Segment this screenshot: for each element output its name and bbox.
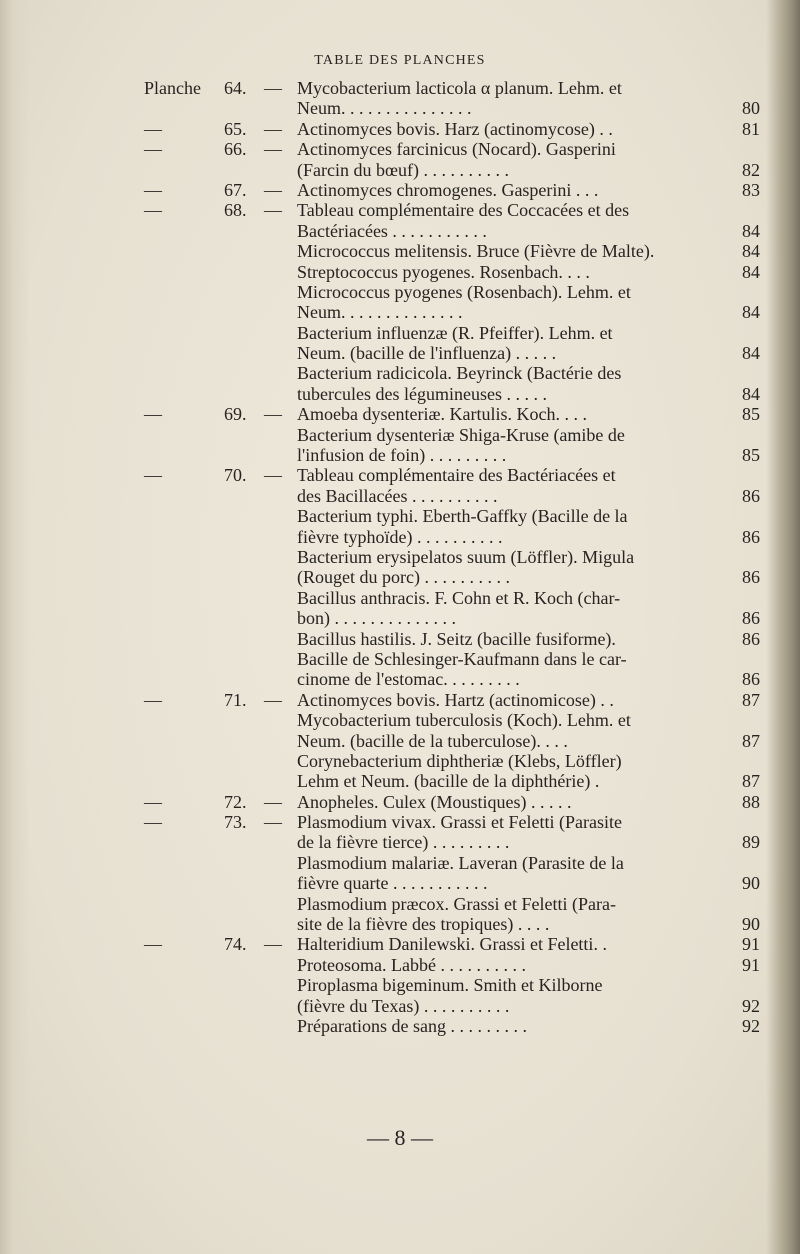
plate-entry-line	[0, 98, 800, 118]
plate-title: Proteosoma. Labbé . . . . . . . . . .	[297, 954, 526, 975]
page-reference: 86	[742, 526, 760, 547]
plate-title: Streptococcus pyogenes. Rosenbach. . . .	[297, 261, 590, 282]
plate-label: —	[144, 200, 162, 221]
plate-title: Bacterium radicicola. Beyrinck (Bactérie des	[297, 363, 622, 384]
plate-title: Bacterium influenzæ (R. Pfeiffer). Lehm. et	[297, 322, 613, 343]
plate-title: Bacillus hastilis. J. Seitz (bacille fusiforme).	[297, 628, 616, 649]
plate-entry-line	[0, 649, 800, 669]
separator-dash: —	[264, 689, 282, 710]
plate-title: Actinomyces chromogenes. Gasperini . . .	[297, 179, 599, 200]
plate-number: 69.	[224, 404, 247, 425]
plate-entry-line	[0, 139, 800, 159]
plate-title: fièvre typhoïde) . . . . . . . . . .	[297, 526, 503, 547]
plate-entry-line	[0, 934, 800, 954]
plate-entry-line	[0, 1016, 800, 1036]
plate-label: —	[144, 118, 162, 139]
page-reference: 88	[742, 791, 760, 812]
page-reference: 86	[742, 669, 760, 690]
page-reference: 84	[742, 343, 760, 364]
plate-entry-line	[0, 486, 800, 506]
plate-number: 64.	[224, 78, 247, 98]
plate-entry-line	[0, 527, 800, 547]
plate-entry-line	[0, 710, 800, 730]
plate-title: Anopheles. Culex (Moustiques) . . . . .	[297, 791, 572, 812]
page-reference: 87	[742, 689, 760, 710]
plate-entry-line	[0, 262, 800, 282]
plate-number: 74.	[224, 934, 247, 955]
page-reference: 85	[742, 445, 760, 466]
page-reference: 86	[742, 567, 760, 588]
plate-number: 72.	[224, 791, 247, 812]
plate-title: cinome de l'estomac. . . . . . . . .	[297, 669, 520, 690]
page-reference: 92	[742, 995, 760, 1016]
plate-entry-line	[0, 160, 800, 180]
separator-dash: —	[264, 139, 282, 160]
separator-dash: —	[264, 200, 282, 221]
plate-entry-line	[0, 771, 800, 791]
plate-entry-line	[0, 404, 800, 424]
plate-title: Lehm et Neum. (bacille de la diphthérie) .	[297, 771, 600, 792]
plate-entry-line	[0, 812, 800, 832]
plate-title: Plasmodium præcox. Grassi et Feletti (Para-	[297, 893, 616, 914]
plate-entry-line	[0, 180, 800, 200]
plate-number: 73.	[224, 812, 247, 833]
plate-title: Bacille de Schlesinger-Kaufmann dans le car-	[297, 648, 627, 669]
plate-title: Micrococcus melitensis. Bruce (Fièvre de Malte).	[297, 241, 655, 262]
plate-title: Plasmodium malariæ. Laveran (Parasite de la	[297, 852, 624, 873]
page-reference: 86	[742, 608, 760, 629]
plate-entry-line	[0, 731, 800, 751]
plate-entry-line	[0, 78, 800, 98]
plate-label: —	[144, 934, 162, 955]
page-number: — 8 —	[367, 1125, 433, 1150]
plate-entry-line	[0, 119, 800, 139]
plate-entry-line	[0, 241, 800, 261]
plate-entry-line	[0, 792, 800, 812]
plate-entry-line	[0, 629, 800, 649]
plate-title: Préparations de sang . . . . . . . . .	[297, 1015, 527, 1036]
page-reference: 87	[742, 771, 760, 792]
plate-title: de la fièvre tierce) . . . . . . . . .	[297, 832, 510, 853]
page-reference: 84	[742, 220, 760, 241]
plate-number: 67.	[224, 179, 247, 200]
plate-title: Mycobacterium tuberculosis (Koch). Lehm. et	[297, 710, 631, 731]
plate-title: des Bacillacées . . . . . . . . . .	[297, 485, 498, 506]
plate-number: 70.	[224, 465, 247, 486]
plate-title: Neum. (bacille de l'influenza) . . . . .	[297, 343, 557, 364]
plate-title: (Rouget du porc) . . . . . . . . . .	[297, 567, 510, 588]
plate-title: Piroplasma bigeminum. Smith et Kilborne	[297, 975, 603, 996]
plate-entry-line	[0, 669, 800, 689]
plate-title: Corynebacterium diphtheriæ (Klebs, Löffler)	[297, 750, 622, 771]
plate-entry-line	[0, 465, 800, 485]
page-reference: 86	[742, 485, 760, 506]
separator-dash: —	[264, 118, 282, 139]
plate-title: tubercules des légumineuses . . . . .	[297, 383, 547, 404]
plate-entry-line	[0, 832, 800, 852]
plate-title: fièvre quarte . . . . . . . . . . .	[297, 873, 488, 894]
plate-label: —	[144, 812, 162, 833]
plate-entry-line	[0, 608, 800, 628]
plates-list	[0, 78, 800, 1036]
separator-dash: —	[264, 78, 282, 98]
plate-title: Neum. . . . . . . . . . . . . .	[297, 302, 463, 323]
page-reference: 86	[742, 628, 760, 649]
plate-number: 71.	[224, 689, 247, 710]
page-reference: 90	[742, 873, 760, 894]
page-reference: 89	[742, 832, 760, 853]
plate-title: bon) . . . . . . . . . . . . . .	[297, 608, 456, 629]
plate-title: Plasmodium vivax. Grassi et Feletti (Parasite	[297, 812, 622, 833]
plate-entry-line	[0, 343, 800, 363]
plate-entry-line	[0, 363, 800, 383]
plate-entry-line	[0, 547, 800, 567]
page-reference: 85	[742, 404, 760, 425]
plate-title: Actinomyces farcinicus (Nocard). Gasperini	[297, 139, 616, 160]
plate-entry-line	[0, 384, 800, 404]
plate-entry-line	[0, 506, 800, 526]
plate-title: Halteridium Danilewski. Grassi et Feletti. .	[297, 934, 607, 955]
plate-entry-line	[0, 853, 800, 873]
plate-label: —	[144, 791, 162, 812]
plate-entry-line	[0, 200, 800, 220]
plate-title: Bacterium dysenteriæ Shiga-Kruse (amibe de	[297, 424, 625, 445]
plate-entry-line	[0, 588, 800, 608]
plate-title: Amoeba dysenteriæ. Kartulis. Koch. . . .	[297, 404, 587, 425]
plate-title: Neum. . . . . . . . . . . . . . .	[297, 98, 472, 119]
page-reference: 90	[742, 914, 760, 935]
plate-title: Actinomyces bovis. Harz (actinomycose) . .	[297, 118, 613, 139]
plate-title: Mycobacterium lacticola α planum. Lehm. et	[297, 78, 622, 98]
separator-dash: —	[264, 934, 282, 955]
plate-label: —	[144, 179, 162, 200]
plate-entry-line	[0, 445, 800, 465]
plate-title: Bacterium typhi. Eberth-Gaffky (Bacille de la	[297, 506, 628, 527]
page-reference: 91	[742, 954, 760, 975]
plate-number: 68.	[224, 200, 247, 221]
plate-title: Bacillus anthracis. F. Cohn et R. Koch (char-	[297, 587, 621, 608]
plate-entry-line	[0, 425, 800, 445]
plate-entry-line	[0, 690, 800, 710]
plate-label: —	[144, 465, 162, 486]
page-reference: 81	[742, 118, 760, 139]
plate-entry-line	[0, 323, 800, 343]
plate-title: Actinomyces bovis. Hartz (actinomicose) . .	[297, 689, 614, 710]
plate-entry-line	[0, 914, 800, 934]
plate-entry-line	[0, 282, 800, 302]
page-reference: 87	[742, 730, 760, 751]
plate-title: Bacterium erysipelatos suum (Löffler). Migula	[297, 546, 635, 567]
page-reference: 83	[742, 179, 760, 200]
page-reference: 91	[742, 934, 760, 955]
plate-entry-line	[0, 975, 800, 995]
plate-title: (Farcin du bœuf) . . . . . . . . . .	[297, 159, 509, 180]
plate-label: —	[144, 139, 162, 160]
plate-title: Neum. (bacille de la tuberculose). . . .	[297, 730, 568, 751]
separator-dash: —	[264, 465, 282, 486]
plate-number: 66.	[224, 139, 247, 160]
plate-title: Tableau complémentaire des Bactériacées et	[297, 465, 616, 486]
plate-label: —	[144, 689, 162, 710]
plate-entry-line	[0, 873, 800, 893]
page-reference: 84	[742, 302, 760, 323]
plate-entry-line	[0, 302, 800, 322]
plate-title: Bactériacées . . . . . . . . . . .	[297, 220, 487, 241]
plate-title: Tableau complémentaire des Coccacées et des	[297, 200, 630, 221]
separator-dash: —	[264, 791, 282, 812]
separator-dash: —	[264, 812, 282, 833]
separator-dash: —	[264, 179, 282, 200]
page-reference: 92	[742, 1015, 760, 1036]
page-reference: 84	[742, 383, 760, 404]
plate-entry-line	[0, 996, 800, 1016]
plate-title: l'infusion de foin) . . . . . . . . .	[297, 445, 507, 466]
page-reference: 80	[742, 98, 760, 119]
plate-number: 65.	[224, 118, 247, 139]
plate-title: site de la fièvre des tropiques) . . . .	[297, 914, 550, 935]
running-head: TABLE DES PLANCHES	[314, 53, 486, 68]
page-reference: 82	[742, 159, 760, 180]
separator-dash: —	[264, 404, 282, 425]
plate-entry-line	[0, 955, 800, 975]
plate-entry-line	[0, 751, 800, 771]
plate-title: (fièvre du Texas) . . . . . . . . . .	[297, 995, 510, 1016]
page-reference: 84	[742, 241, 760, 262]
plate-entry-line	[0, 221, 800, 241]
plate-title: Micrococcus pyogenes (Rosenbach). Lehm. et	[297, 281, 631, 302]
plate-entry-line	[0, 567, 800, 587]
plate-label: —	[144, 404, 162, 425]
plate-entry-line	[0, 894, 800, 914]
plate-label: Planche	[144, 78, 201, 98]
page-reference: 84	[742, 261, 760, 282]
